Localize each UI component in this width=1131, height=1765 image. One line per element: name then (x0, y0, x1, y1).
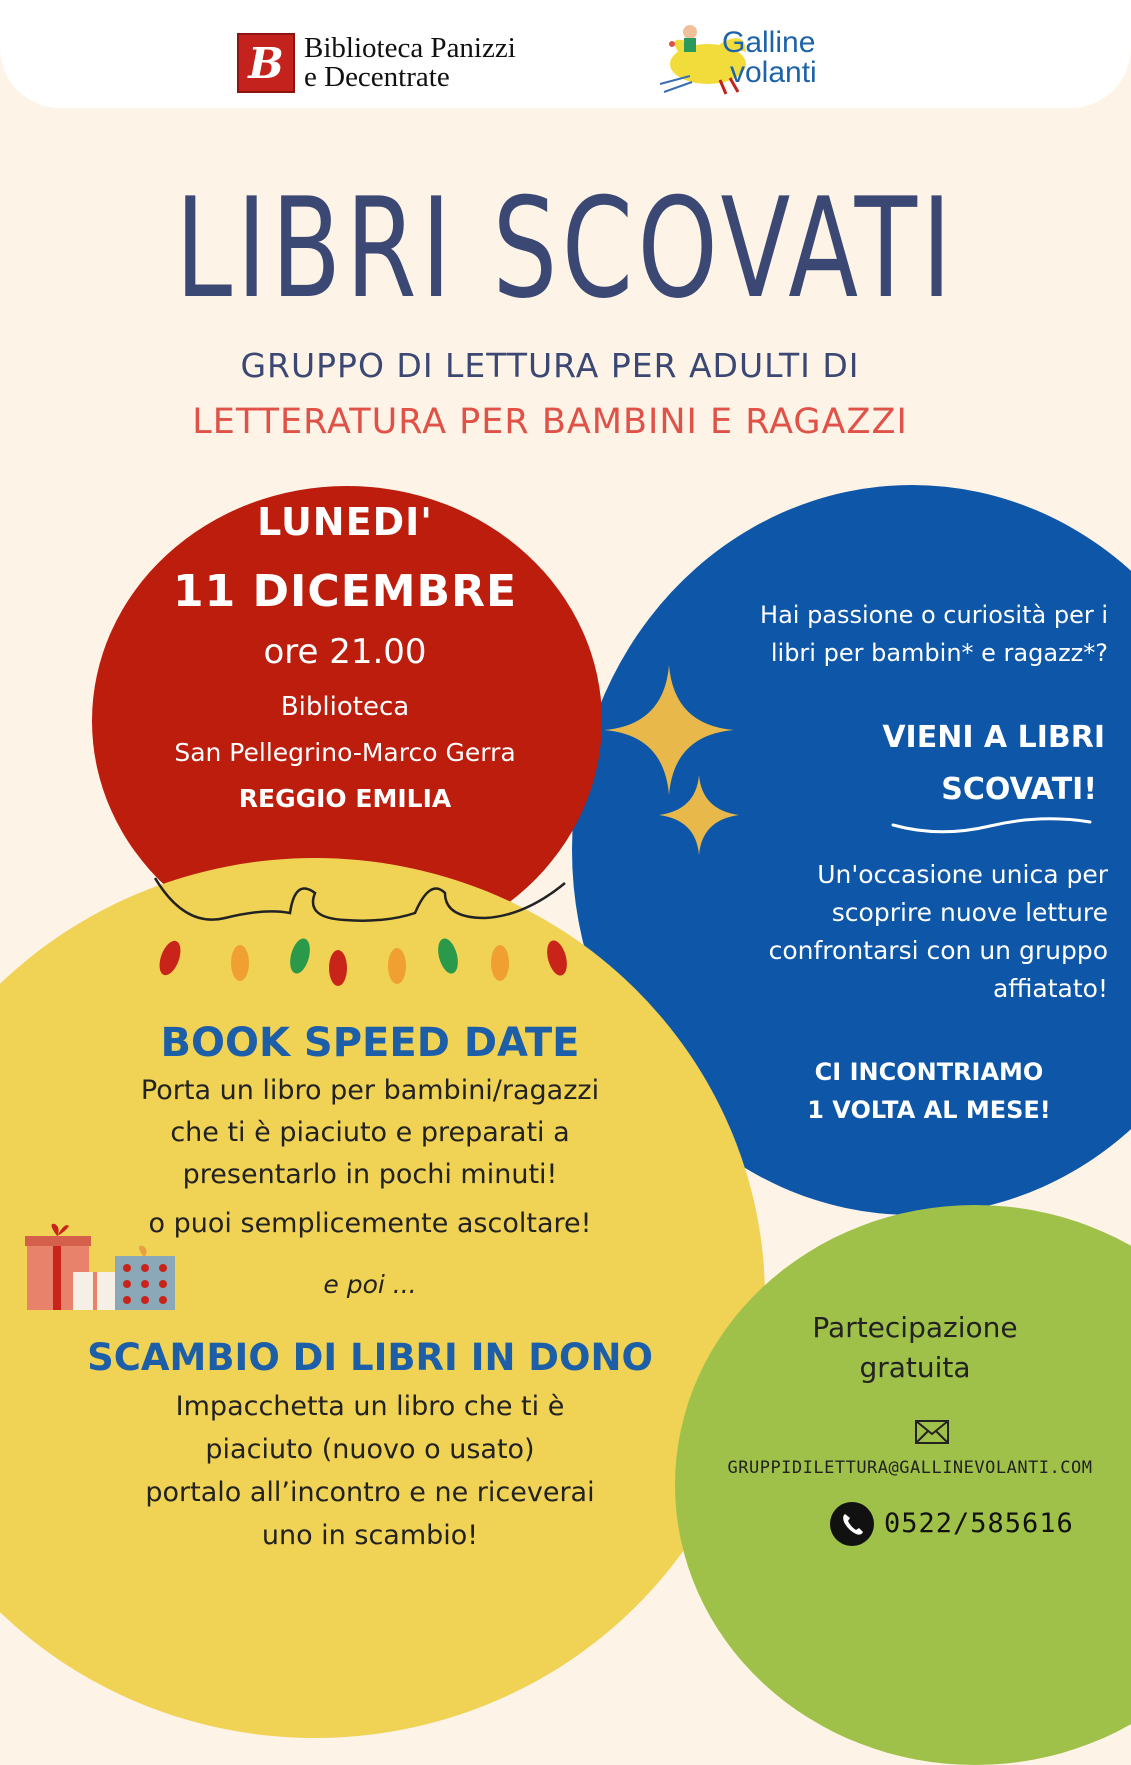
event-date: 11 DICEMBRE (172, 566, 518, 617)
contact-email[interactable]: GRUPPIDILETTURA@GALLINEVOLANTI.COM (727, 1458, 1093, 1478)
invite-question-line2: libri per bambin* e ragazz*? (770, 639, 1108, 667)
partner-name (722, 28, 817, 88)
invite-cta-line2: SCOVATI! (941, 772, 1097, 807)
exchange-line3: portalo all’incontro e ne riceverai (145, 1477, 595, 1508)
event-day: LUNEDI' (257, 500, 433, 544)
invite-description (650, 856, 1108, 1008)
event-venue-line2: San Pellegrino-Marco Gerra (174, 738, 516, 767)
participation-line1: Partecipazione (812, 1311, 1018, 1344)
phone-icon (830, 1502, 874, 1546)
exchange-line1: Impacchetta un libro che ti è (175, 1391, 565, 1422)
library-logo-icon (237, 33, 295, 93)
contact-phone[interactable]: 0522/585616 (884, 1508, 1074, 1539)
library-logo-letter: B (248, 38, 284, 88)
invite-freq-line1: CI INCONTRIAMO (814, 1058, 1044, 1086)
event-venue-line1: Biblioteca (280, 692, 410, 722)
exchange-line4: uno in scambio! (261, 1520, 479, 1551)
page-title: LIBRI SCOVATI (175, 168, 957, 329)
partner-name-line1: Galline (722, 26, 816, 59)
exchange-heading: SCAMBIO DI LIBRI IN DONO (87, 1336, 653, 1379)
header-band (0, 0, 1131, 108)
gift-boxes-icon (25, 1222, 180, 1312)
speed-date-text (60, 1070, 680, 1196)
invite-cta-line1: VIENI A LIBRI (882, 720, 1105, 755)
christmas-lights-icon (145, 868, 585, 993)
then-text: e poi ... (323, 1270, 417, 1299)
invite-frequency (760, 1053, 1098, 1129)
speed-date-heading: BOOK SPEED DATE (160, 1020, 580, 1066)
invite-desc-line1: Un'occasione unica per (817, 860, 1108, 889)
invite-cta (760, 712, 1105, 816)
speed-date-alt: o puoi semplicemente ascoltare! (148, 1208, 592, 1239)
squiggle-underline (890, 810, 1095, 840)
invite-desc-line4: affiatato! (992, 974, 1108, 1003)
subtitle-line2: LETTERATURA PER BAMBINI E RAGAZZI (192, 402, 908, 442)
invite-freq-line2: 1 VOLTA AL MESE! (807, 1096, 1051, 1124)
event-city: REGGIO EMILIA (238, 784, 452, 813)
participation-text (740, 1308, 1090, 1388)
subtitle-line1: GRUPPO DI LETTURA PER ADULTI DI (240, 346, 860, 385)
library-name-line2: e Decentrate (304, 61, 450, 93)
exchange-text (60, 1385, 680, 1557)
library-name (304, 34, 516, 92)
invite-desc-line3: confrontarsi con un gruppo (768, 936, 1108, 965)
invite-desc-line2: scoprire nuove letture (831, 898, 1108, 927)
event-time: ore 21.00 (263, 632, 427, 672)
sparkle-star-icon (604, 660, 744, 860)
exchange-line2: piaciuto (nuovo o usato) (205, 1434, 535, 1465)
library-name-line1: Biblioteca Panizzi (304, 32, 516, 64)
speed-date-line1: Porta un libro per bambini/ragazzi (140, 1075, 600, 1106)
envelope-icon (915, 1420, 949, 1444)
speed-date-line2: che ti è piaciuto e preparati a (170, 1117, 570, 1148)
speed-date-line3: presentarlo in pochi minuti! (182, 1159, 558, 1190)
partner-name-line2: volanti (730, 56, 817, 89)
invite-question-line1: Hai passione o curiosità per i (760, 601, 1108, 629)
invite-question (620, 596, 1108, 672)
participation-line2: gratuita (859, 1351, 971, 1384)
